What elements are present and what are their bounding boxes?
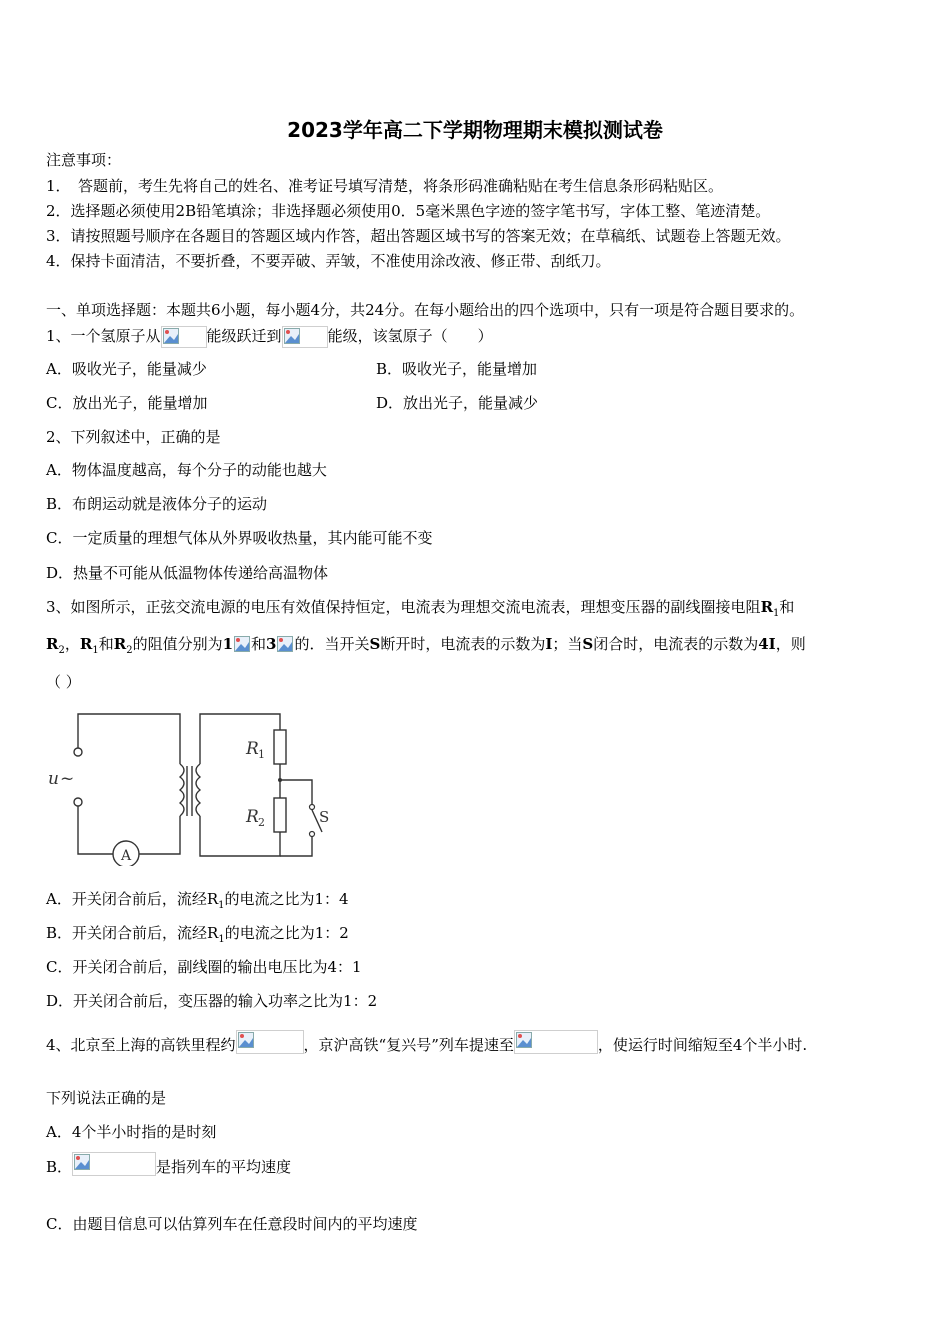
question-3-line-1	[46, 597, 794, 624]
q3-symbol: 1	[222, 635, 234, 653]
transformer-circuit-diagram	[46, 706, 346, 866]
notice-item: 1． 答题前，考生先将自己的姓名、准考证号填写清楚，将条形码准确粘贴在考生信息条形码粘贴区。	[46, 177, 724, 195]
r2-label: R	[246, 807, 259, 827]
broken-image-icon	[72, 1152, 156, 1176]
resistor-r2	[274, 798, 286, 832]
primary-wire-top	[78, 714, 180, 764]
q3-option-b	[46, 923, 349, 950]
q2-option-c: C．一定质量的理想气体从外界吸收热量，其内能可能不变	[46, 529, 433, 547]
primary-wire-bottom	[78, 806, 113, 854]
q3-text: 3、如图所示，正弦交流电源的电压有效值保持恒定，电流表为理想交流电流表，理想变压器的副线圈接电阻	[46, 598, 761, 616]
broken-image-icon	[233, 635, 251, 655]
q3-subscript: 1	[218, 934, 225, 945]
q3-text: 断开时，电流表的示数为	[380, 635, 546, 653]
switch-wire-bottom	[280, 836, 312, 856]
q4-option-a: A．4个半小时指的是时刻	[46, 1123, 217, 1141]
q3-subscript: 1	[218, 900, 225, 911]
q3-text: 的．当开关	[294, 635, 370, 653]
switch-wire-top	[280, 780, 312, 804]
q1-option-a: A．吸收光子，能量减少	[46, 360, 207, 378]
q3-option-b-text: B．开关闭合前后，流经R	[46, 924, 219, 942]
q3-option-d: D．开关闭合前后，变压器的输入功率之比为1：2	[46, 992, 378, 1010]
q3-option-a-text: 的电流之比为1：4	[224, 890, 349, 908]
q3-symbol: R	[79, 635, 93, 653]
page-title: 2023学年高二下学期物理期末模拟测试卷	[287, 118, 663, 142]
secondary-wire-bottom	[200, 816, 280, 856]
broken-image-icon	[161, 326, 207, 348]
q3-text: 和	[251, 635, 267, 653]
terminal-top	[74, 748, 82, 756]
switch-contact	[310, 832, 315, 837]
secondary-wire-top	[200, 714, 280, 764]
q2-option-a: A．物体温度越高，每个分子的动能也越大	[46, 461, 327, 479]
q3-option-b-text: 的电流之比为1：2	[224, 924, 349, 942]
q4-option-b-text: 是指列车的平均速度	[156, 1158, 292, 1176]
switch-label: S	[319, 808, 330, 826]
question-2-stem: 2、下列叙述中，正确的是	[46, 428, 221, 446]
section-heading: 一、单项选择题：本题共6小题，每小题4分，共24分。在每小题给出的四个选项中，只有一项是符合题目要求的。	[46, 301, 805, 319]
q2-option-d: D．热量不可能从低温物体传递给高温物体	[46, 564, 329, 582]
q3-symbol: R	[760, 598, 774, 616]
source-label-tilde: ~	[60, 769, 75, 789]
q1-option-d: D．放出光子，能量减少	[376, 394, 539, 412]
notice-item: 3．请按照题号顺序在各题目的答题区域内作答，超出答题区域书写的答案无效；在草稿纸、试题卷上答题无效。	[46, 227, 791, 245]
q4-option-c: C．由题目信息可以估算列车在任意段时间内的平均速度	[46, 1215, 418, 1233]
junction-dot	[278, 778, 282, 782]
question-4-stem-2: 下列说法正确的是	[46, 1089, 167, 1107]
q3-text: 和	[98, 635, 114, 653]
q4-text: ，使运行时间缩短至4个半小时.	[597, 1036, 808, 1054]
q2-option-b: B．布朗运动就是液体分子的运动	[46, 495, 268, 513]
question-4-stem	[46, 1030, 807, 1060]
q3-symbol: S	[369, 635, 381, 653]
notice-item: 2．选择题必须使用2B铅笔填涂；非选择题必须使用0．5毫米黑色字迹的签字笔书写，字体工整、笔迹清楚。	[46, 202, 771, 220]
notice-item: 4．保持卡面清洁，不要折叠，不要弄破、弄皱，不准使用涂改液、修正带、刮纸刀。	[46, 252, 611, 270]
q3-text: 和	[779, 598, 795, 616]
primary-wire-right	[139, 816, 180, 854]
broken-image-icon	[514, 1030, 598, 1054]
source-label-u: u	[48, 769, 59, 789]
r2-subscript: 2	[258, 816, 265, 829]
terminal-bottom	[74, 798, 82, 806]
resistor-r1	[274, 730, 286, 764]
q1-option-b: B．吸收光子，能量增加	[376, 360, 538, 378]
question-1-stem	[46, 326, 493, 348]
q3-text: 闭合时，电流表的示数为	[593, 635, 759, 653]
q4-text: 4、北京至上海的高铁里程约	[46, 1036, 236, 1054]
q3-text: ，则	[775, 635, 806, 653]
q4-option-b-text: B．	[46, 1158, 73, 1176]
q3-option-a	[46, 889, 349, 916]
q3-subscript: 1	[773, 608, 780, 619]
q3-subscript: 2	[126, 645, 133, 656]
q3-option-a-text: A．开关闭合前后，流经R	[46, 890, 219, 908]
q3-text: 的阻值分别为	[132, 635, 223, 653]
r1-subscript: 1	[258, 748, 265, 761]
r1-label: R	[246, 739, 259, 759]
q3-symbol: R	[113, 635, 127, 653]
broken-image-icon	[276, 635, 294, 655]
q3-text: ；当	[552, 635, 583, 653]
q3-symbol: R	[46, 635, 59, 653]
q3-symbol: 4I	[758, 635, 776, 653]
q1-option-c: C．放出光子，能量增加	[46, 394, 208, 412]
notice-heading: 注意事项：	[46, 151, 122, 169]
q1-text-part1: 1、一个氢原子从	[46, 327, 161, 345]
q1-text-part3: 能级，该氢原子（ ）	[327, 327, 493, 345]
q3-option-c: C．开关闭合前后，副线圈的输出电压比为4：1	[46, 958, 362, 976]
switch-contact	[310, 805, 315, 810]
broken-image-icon	[282, 326, 328, 348]
q3-text: ，	[64, 635, 80, 653]
q4-text: ，京沪高铁“复兴号”列车提速至	[303, 1036, 514, 1054]
q1-text-part2: 能级跃迁到	[206, 327, 282, 345]
secondary-coil	[196, 764, 200, 816]
question-3-line-2	[46, 634, 806, 661]
q3-symbol: 3	[266, 635, 277, 653]
q3-symbol: I	[545, 635, 553, 653]
broken-image-icon	[236, 1030, 304, 1054]
primary-coil	[180, 764, 184, 816]
q3-subscript: 2	[58, 645, 65, 656]
ammeter-label: A	[121, 848, 132, 864]
question-3-line-3: （ ）	[46, 673, 81, 691]
q3-subscript: 1	[92, 645, 99, 656]
q4-option-b	[46, 1152, 291, 1182]
q3-symbol: S	[582, 635, 594, 653]
